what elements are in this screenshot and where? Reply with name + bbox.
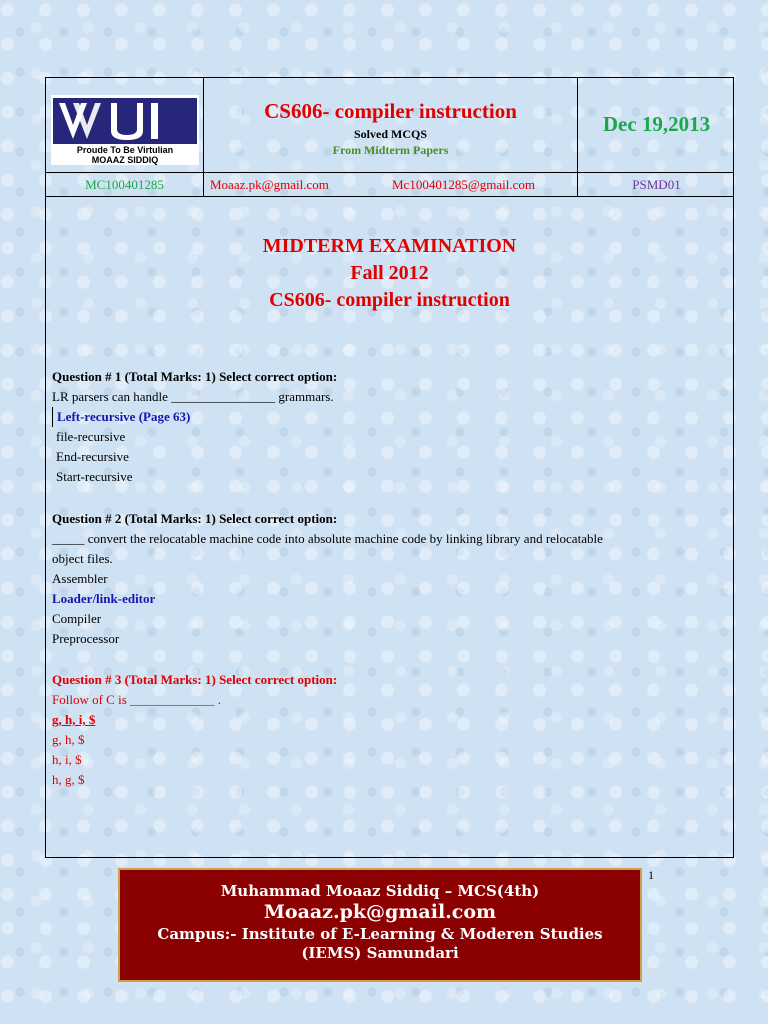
subtitle: Solved MCQS bbox=[353, 127, 427, 141]
page-number: 1 bbox=[648, 868, 654, 882]
question-heading: Question # 2 (Total Marks: 1) Select correct option: bbox=[52, 511, 338, 526]
option: Assembler bbox=[52, 571, 108, 586]
footer-name: Muhammad Moaaz Siddiq – MCS(4th) bbox=[220, 882, 540, 900]
question-text-line2: object files. bbox=[52, 551, 113, 566]
option: g, h, $ bbox=[52, 732, 85, 747]
student-id: MC100401285 bbox=[46, 173, 204, 196]
option: Start-recursive bbox=[56, 469, 133, 484]
option-correct: g, h, i, $ bbox=[52, 712, 96, 727]
email-link-2[interactable]: Mc100401285@gmail.com bbox=[392, 173, 578, 196]
exam-term: Fall 2012 bbox=[350, 262, 429, 284]
question-1 bbox=[52, 367, 337, 487]
course-title: CS606- compiler instruction bbox=[264, 99, 517, 123]
footer-campus: Campus:- Institute of E-Learning & Moderen Studies bbox=[157, 925, 603, 943]
question-2 bbox=[52, 509, 712, 649]
document-frame bbox=[45, 77, 734, 858]
vu-logo bbox=[51, 95, 199, 165]
logo-text-line1: Proude To Be Virtulian bbox=[76, 145, 174, 155]
date-cell bbox=[578, 78, 735, 172]
question-heading: Question # 1 (Total Marks: 1) Select correct option: bbox=[52, 369, 338, 384]
header-table bbox=[46, 78, 733, 173]
exam-course: CS606- compiler instruction bbox=[269, 289, 510, 311]
question-heading: Question # 3 (Total Marks: 1) Select correct option: bbox=[52, 672, 338, 687]
option-correct: Left-recursive (Page 63) bbox=[52, 407, 337, 427]
date: Dec 19,2013 bbox=[602, 112, 711, 136]
option: Preprocessor bbox=[52, 631, 120, 646]
footer-city: (IEMS) Samundari bbox=[301, 944, 459, 962]
question-3 bbox=[52, 670, 337, 790]
option-correct: Loader/link-editor bbox=[52, 591, 156, 606]
info-row bbox=[46, 173, 733, 197]
question-text: LR parsers can handle ________________ grammars. bbox=[52, 389, 334, 404]
exam-title: MIDTERM EXAMINATION bbox=[262, 235, 517, 257]
option: h, i, $ bbox=[52, 752, 82, 767]
source-label: From Midterm Papers bbox=[332, 143, 449, 157]
option: End-recursive bbox=[56, 449, 129, 464]
email-link-1[interactable]: Moaaz.pk@gmail.com bbox=[210, 177, 329, 192]
footer-banner bbox=[118, 868, 642, 982]
logo-text-line2: MOAAZ SIDDIQ bbox=[91, 155, 159, 165]
option: h, g, $ bbox=[52, 772, 85, 787]
logo-cell bbox=[46, 78, 204, 172]
footer-email[interactable]: Moaaz.pk@gmail.com bbox=[263, 901, 497, 923]
code: PSMD01 bbox=[632, 177, 681, 192]
option: Compiler bbox=[52, 611, 102, 626]
option: file-recursive bbox=[56, 429, 126, 444]
title-cell bbox=[204, 78, 578, 172]
question-text-line1: _____ convert the relocatable machine code into absolute machine code by linking library and relocatable bbox=[52, 531, 603, 546]
question-text: Follow of C is _____________ . bbox=[52, 692, 222, 707]
